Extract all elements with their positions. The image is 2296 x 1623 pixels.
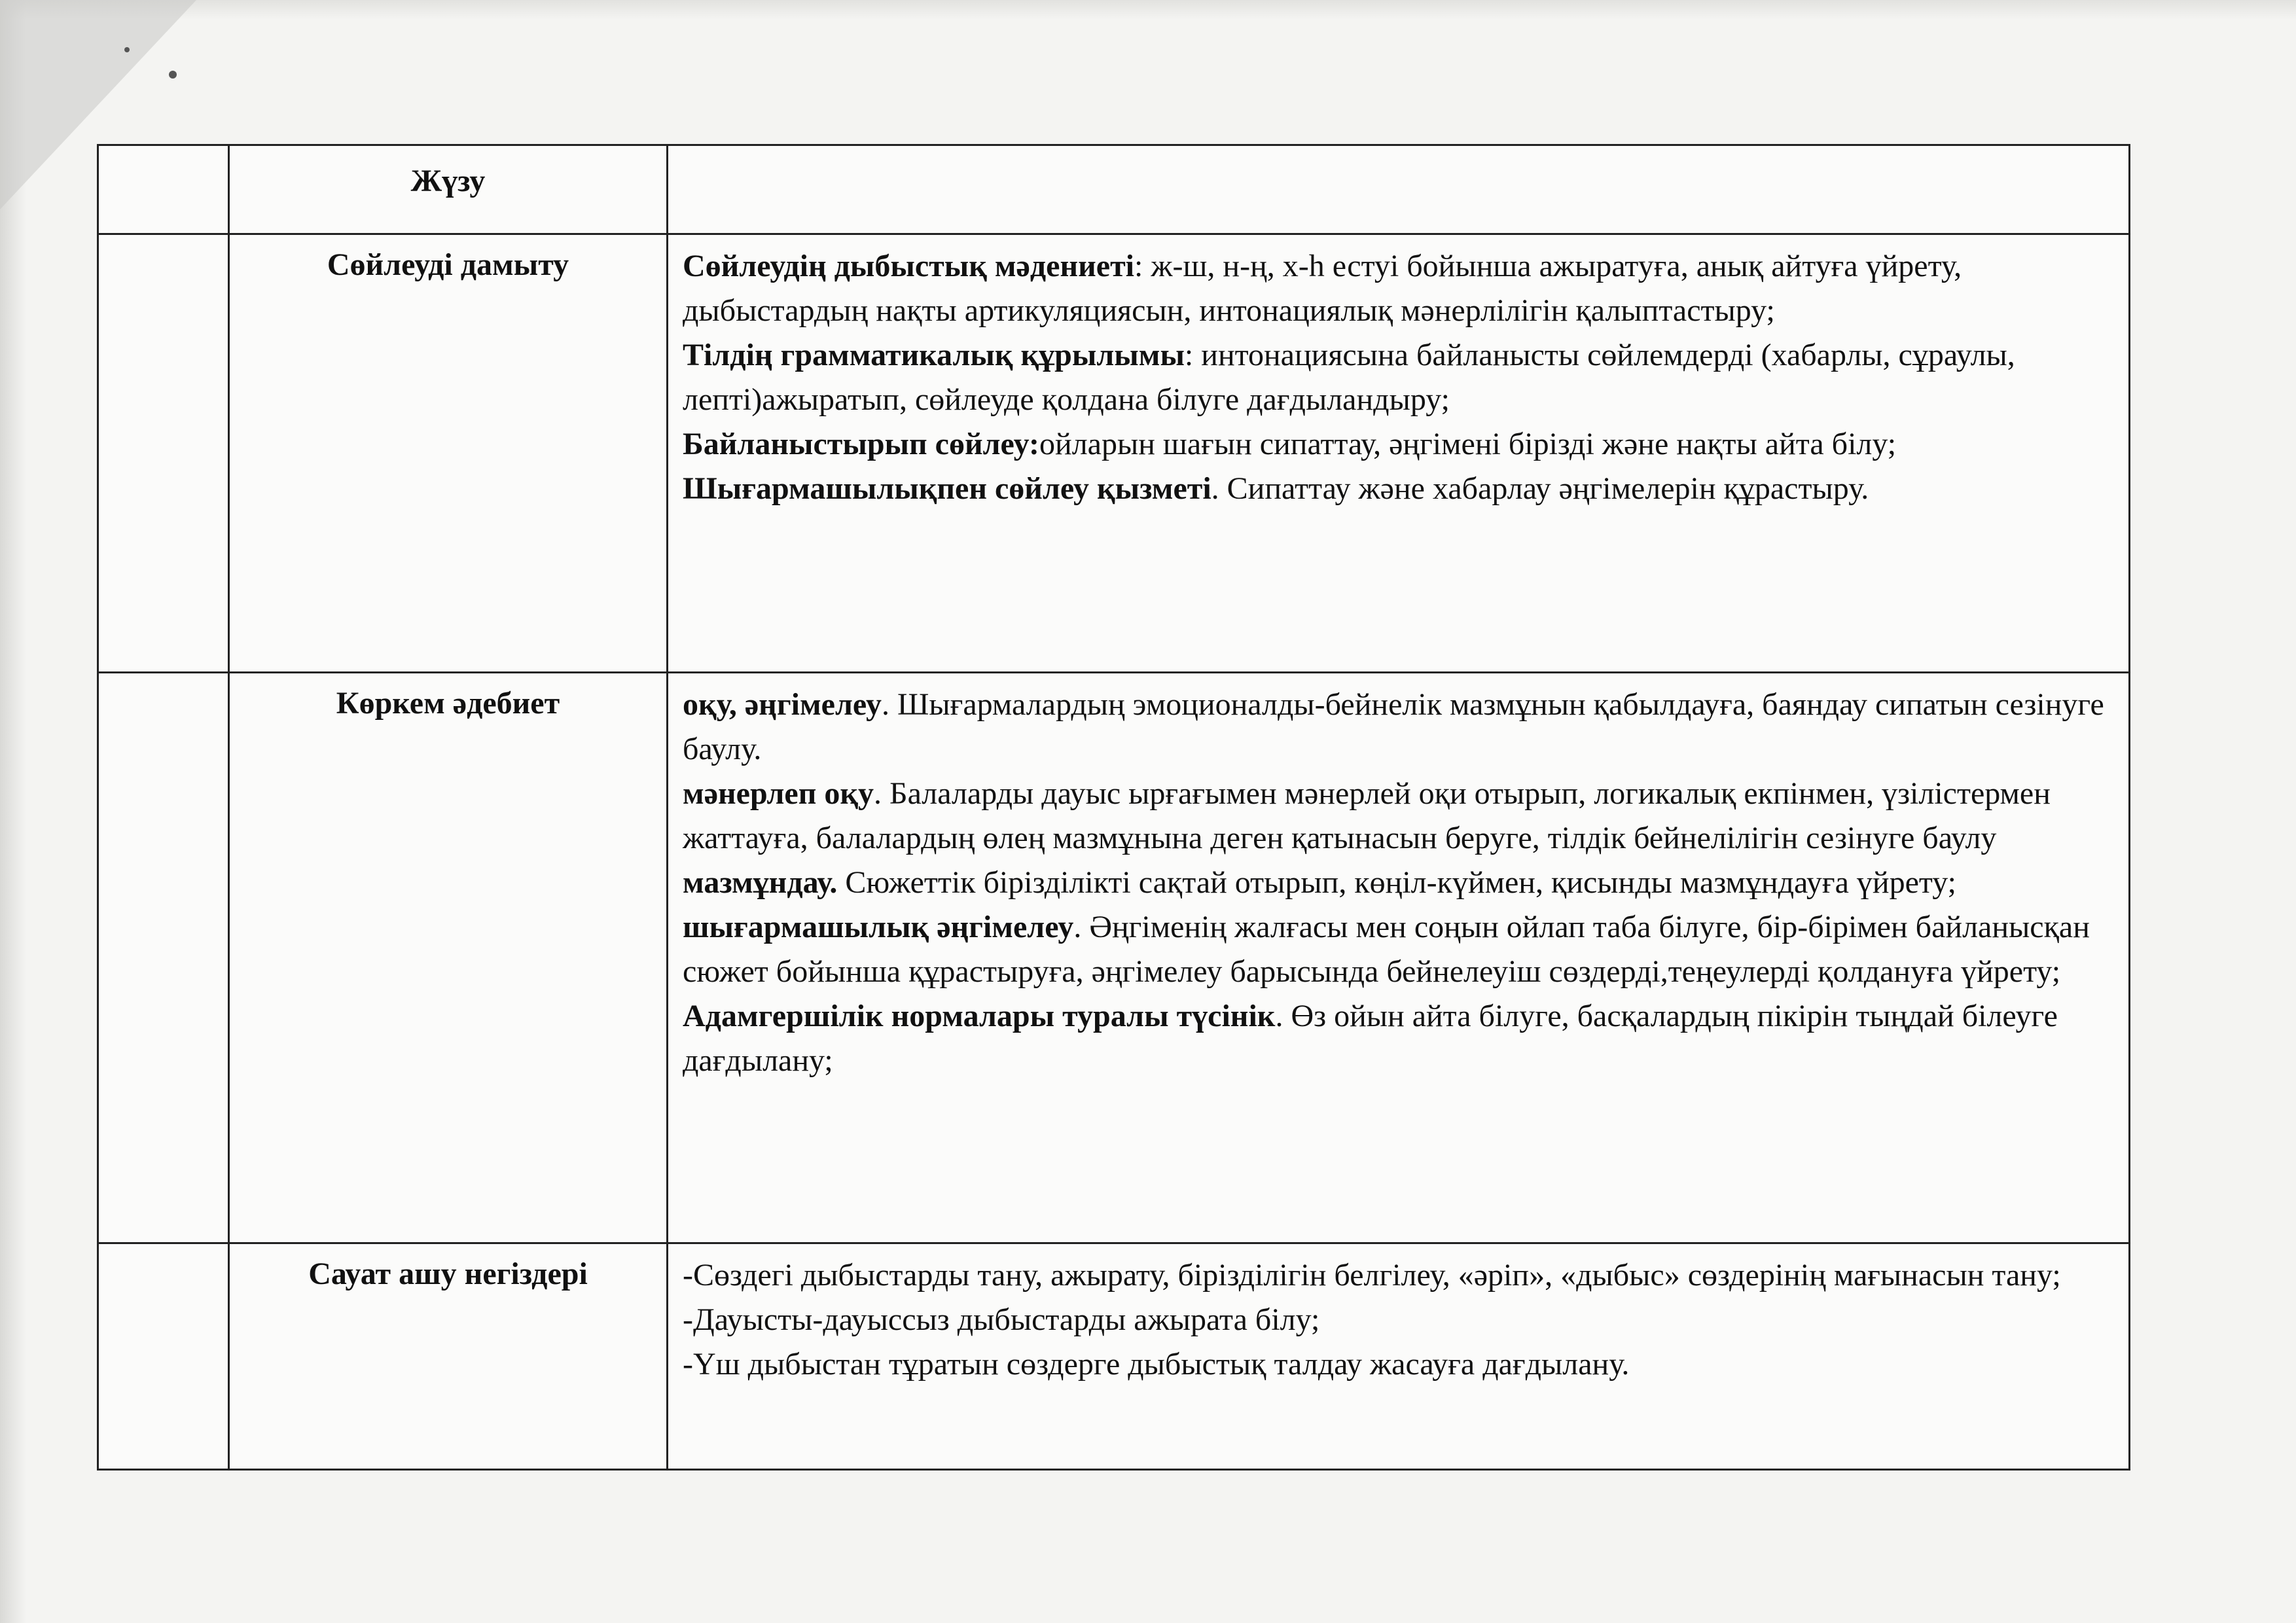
content-paragraph	[683, 1298, 2115, 1342]
subject-cell	[229, 673, 668, 1243]
paragraph-heading: Тілдің грамматикалық құрылымы	[683, 338, 1185, 372]
scan-top-shadow	[0, 0, 2296, 20]
paragraph-heading: мәнерлеп оқу	[683, 776, 874, 811]
content-paragraph	[683, 683, 2115, 772]
content-paragraph	[683, 994, 2115, 1083]
paragraph-heading: Сөйлеудің дыбыстық мәдениеті	[683, 249, 1134, 283]
content-paragraph	[683, 244, 2115, 333]
content-paragraph	[683, 422, 2115, 467]
subject-label: Сөйлеуді дамыту	[327, 247, 569, 282]
content-paragraph	[683, 467, 2115, 511]
paragraph-text: : ж-ш, н-ң, х-һ естуі бойынша ажыратуға, анық айтуға үйрету, дыбыстардың нақты артикуляциясын, интонациялық мәнерлілігін қалыптастыру;	[683, 249, 1962, 328]
scan-speck	[169, 71, 177, 79]
margin-cell	[98, 234, 229, 673]
paragraph-heading: мазмұндау.	[683, 865, 838, 900]
content-cell	[668, 234, 2130, 673]
paragraph-text: . Сипаттау және хабарлау әңгімелерін құрастыру.	[1211, 471, 1869, 506]
paragraph-text: Сюжеттік бірізділікті сақтай отырып, көңіл-күймен, қисынды мазмұндауға үйрету;	[837, 865, 1956, 900]
paragraph-heading: Шығармашылықпен сөйлеу қызметі	[683, 471, 1211, 506]
paragraph-heading: Адамгершілік нормалары туралы түсінік	[683, 999, 1276, 1033]
paragraph-heading: оқу, әңгімелеу	[683, 687, 882, 722]
paragraph-text: . Шығармалардың эмоционалды-бейнелік мазмұнын қабылдауға, баяндау сипатын сезінуге баулу.	[683, 687, 2104, 766]
content-cell	[668, 1243, 2130, 1470]
subject-cell	[229, 1243, 668, 1470]
table-row	[98, 145, 2130, 234]
subject-label: Жүзу	[410, 164, 486, 198]
table-row	[98, 234, 2130, 673]
content-cell	[668, 145, 2130, 234]
paragraph-text: . Өз ойын айта білуге, басқалардың пікірін тыңдай білеуге дағдылану;	[683, 999, 2058, 1078]
subject-label: Сауат ашу негіздері	[308, 1257, 588, 1291]
paragraph-heading: шығармашылық әңгімелеу	[683, 910, 1074, 944]
content-paragraph	[683, 333, 2115, 422]
content-paragraph	[683, 1253, 2115, 1298]
subject-cell	[229, 234, 668, 673]
scan-left-shadow	[0, 0, 26, 1623]
table-row	[98, 1243, 2130, 1470]
paragraph-text: ойларын шағын сипаттау, әңгімені бірізді және нақты айта білу;	[1039, 427, 1897, 461]
table-row	[98, 673, 2130, 1243]
paragraph-heading: Байланыстырып сөйлеу:	[683, 427, 1039, 461]
subject-cell	[229, 145, 668, 234]
scan-speck	[124, 47, 130, 52]
paragraph-text: . Әңгіменің жалғасы мен соңын ойлап таба білуге, бір-бірімен байланысқан сюжет бойынша құрастыруға, әңгімелеу барысында бейнелеуіш сөздерді,теңеулерді қолдануға үйрету;	[683, 910, 2090, 989]
paragraph-text: : интонациясына байланысты сөйлемдерді (хабарлы, сұраулы, лепті)ажыратып, сөйлеуде қолдана білуге дағдыландыру;	[683, 338, 2015, 417]
subject-label: Көркем әдебиет	[336, 686, 560, 721]
paragraph-text: . Балаларды дауыс ырғағымен мәнерлей оқи отырып, логикалық екпінмен, үзілістермен жаттауға, балалардың өлең мазмұнына деген қатынасын беруге, тілдік бейнелілігін сезінуге баулу	[683, 776, 2051, 855]
margin-cell	[98, 673, 229, 1243]
content-cell	[668, 673, 2130, 1243]
paragraph-text: -Үш дыбыстан тұратын сөздерге дыбыстық талдау жасауға дағдылану.	[683, 1347, 1630, 1382]
paragraph-text: -Дауысты-дауыссыз дыбыстарды ажырата білу;	[683, 1302, 1320, 1337]
content-paragraph	[683, 861, 2115, 905]
content-paragraph	[683, 772, 2115, 861]
margin-cell	[98, 1243, 229, 1470]
content-paragraph	[683, 905, 2115, 994]
paragraph-text: -Сөздегі дыбыстарды тану, ажырату, бірізділігін белгілеу, «әріп», «дыбыс» сөздерінің мағынасын тану;	[683, 1258, 2061, 1293]
content-paragraph	[683, 1342, 2115, 1387]
curriculum-table	[97, 144, 2130, 1471]
margin-cell	[98, 145, 229, 234]
